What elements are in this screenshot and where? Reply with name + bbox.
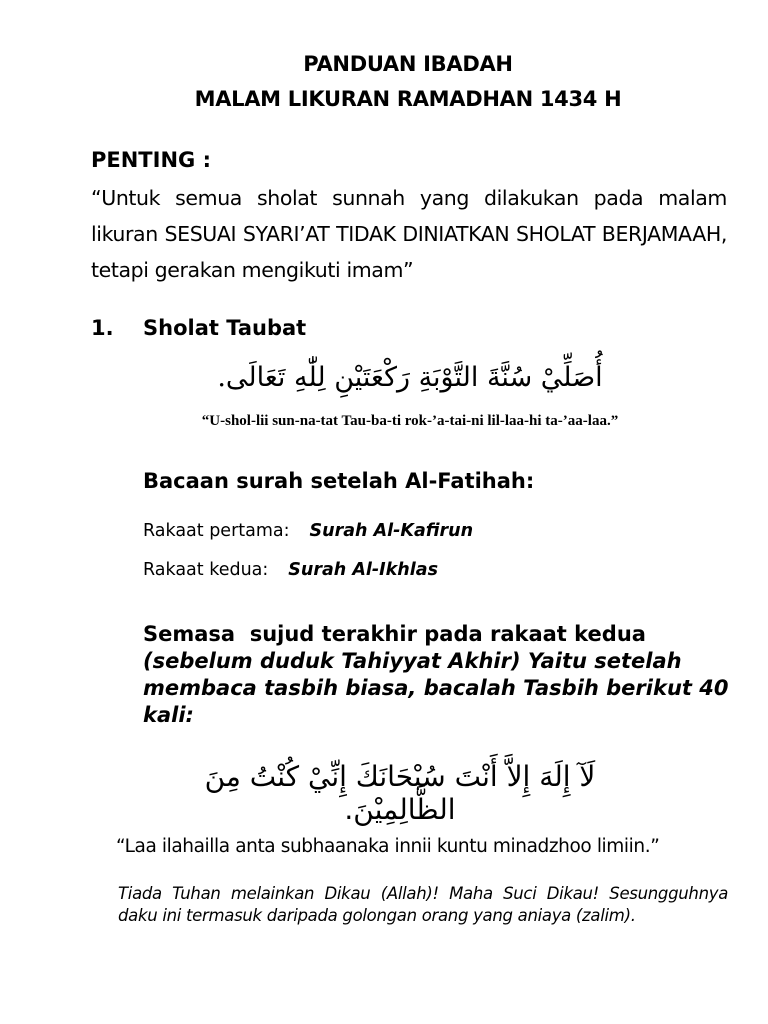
bacaan-heading: Bacaan surah setelah Al-Fatihah:: [143, 469, 535, 493]
rakaat-row-1: [143, 521, 473, 541]
rakaat-label: Rakaat kedua:: [143, 560, 269, 580]
sujud-instruction-italic: (sebelum duduk Tahiyyat Akhir) Yaitu setelah membaca tasbih biasa, bacalah Tasbih berikut 40 kali:: [143, 649, 729, 727]
niat-arabic-text: أُصَلِّيْ سُنَّةَ التَّوْبَةِ رَكْعَتَيْنِ لِلّٰهِ تَعَالَى.: [217, 362, 603, 393]
section-title: Sholat Taubat: [143, 316, 307, 340]
section-number: 1.: [91, 316, 114, 340]
rakaat-label: Rakaat pertama:: [143, 521, 290, 541]
document-title: PANDUAN IBADAH: [303, 52, 513, 76]
document-subtitle: MALAM LIKURAN RAMADHAN 1434 H: [194, 87, 622, 111]
tasbih-arabic-text: لَآ إِلَهَ إِلاَّ أَنْتَ سُبْحَانَكَ إِنِّيْ كُنْتُ مِنَ الظَّالِمِيْنَ.: [204, 760, 596, 826]
penting-note: “Untuk semua sholat sunnah yang dilakukan pada malam likuran SESUAI SYARI’AT TIDAK DINIATKAN SHOLAT BERJAMAAH, tetapi gerakan mengikuti imam”: [91, 186, 727, 282]
tasbih-transliteration: “Laa ilahailla anta subhaanaka innii kuntu minadzhoo limiin.”: [116, 836, 660, 857]
rakaat-surah: Surah Al-Kafirun: [309, 521, 474, 541]
sujud-instruction-plain: Semasa sujud terakhir pada rakaat kedua: [143, 622, 646, 646]
sujud-instruction: [143, 621, 733, 729]
rakaat-row-2: [143, 560, 438, 580]
rakaat-surah: Surah Al-Ikhlas: [288, 560, 438, 580]
niat-transliteration: “U-shol-lii sun-na-tat Tau-ba-ti rok-’a-tai-ni lil-laa-hi ta-’aa-laa.”: [201, 413, 619, 429]
penting-label: PENTING :: [91, 148, 211, 172]
tasbih-meaning: Tiada Tuhan melainkan Dikau (Allah)! Maha Suci Dikau! Sesungguhnya daku ini termasuk daripada golongan orang yang aniaya (zalim).: [118, 884, 728, 925]
